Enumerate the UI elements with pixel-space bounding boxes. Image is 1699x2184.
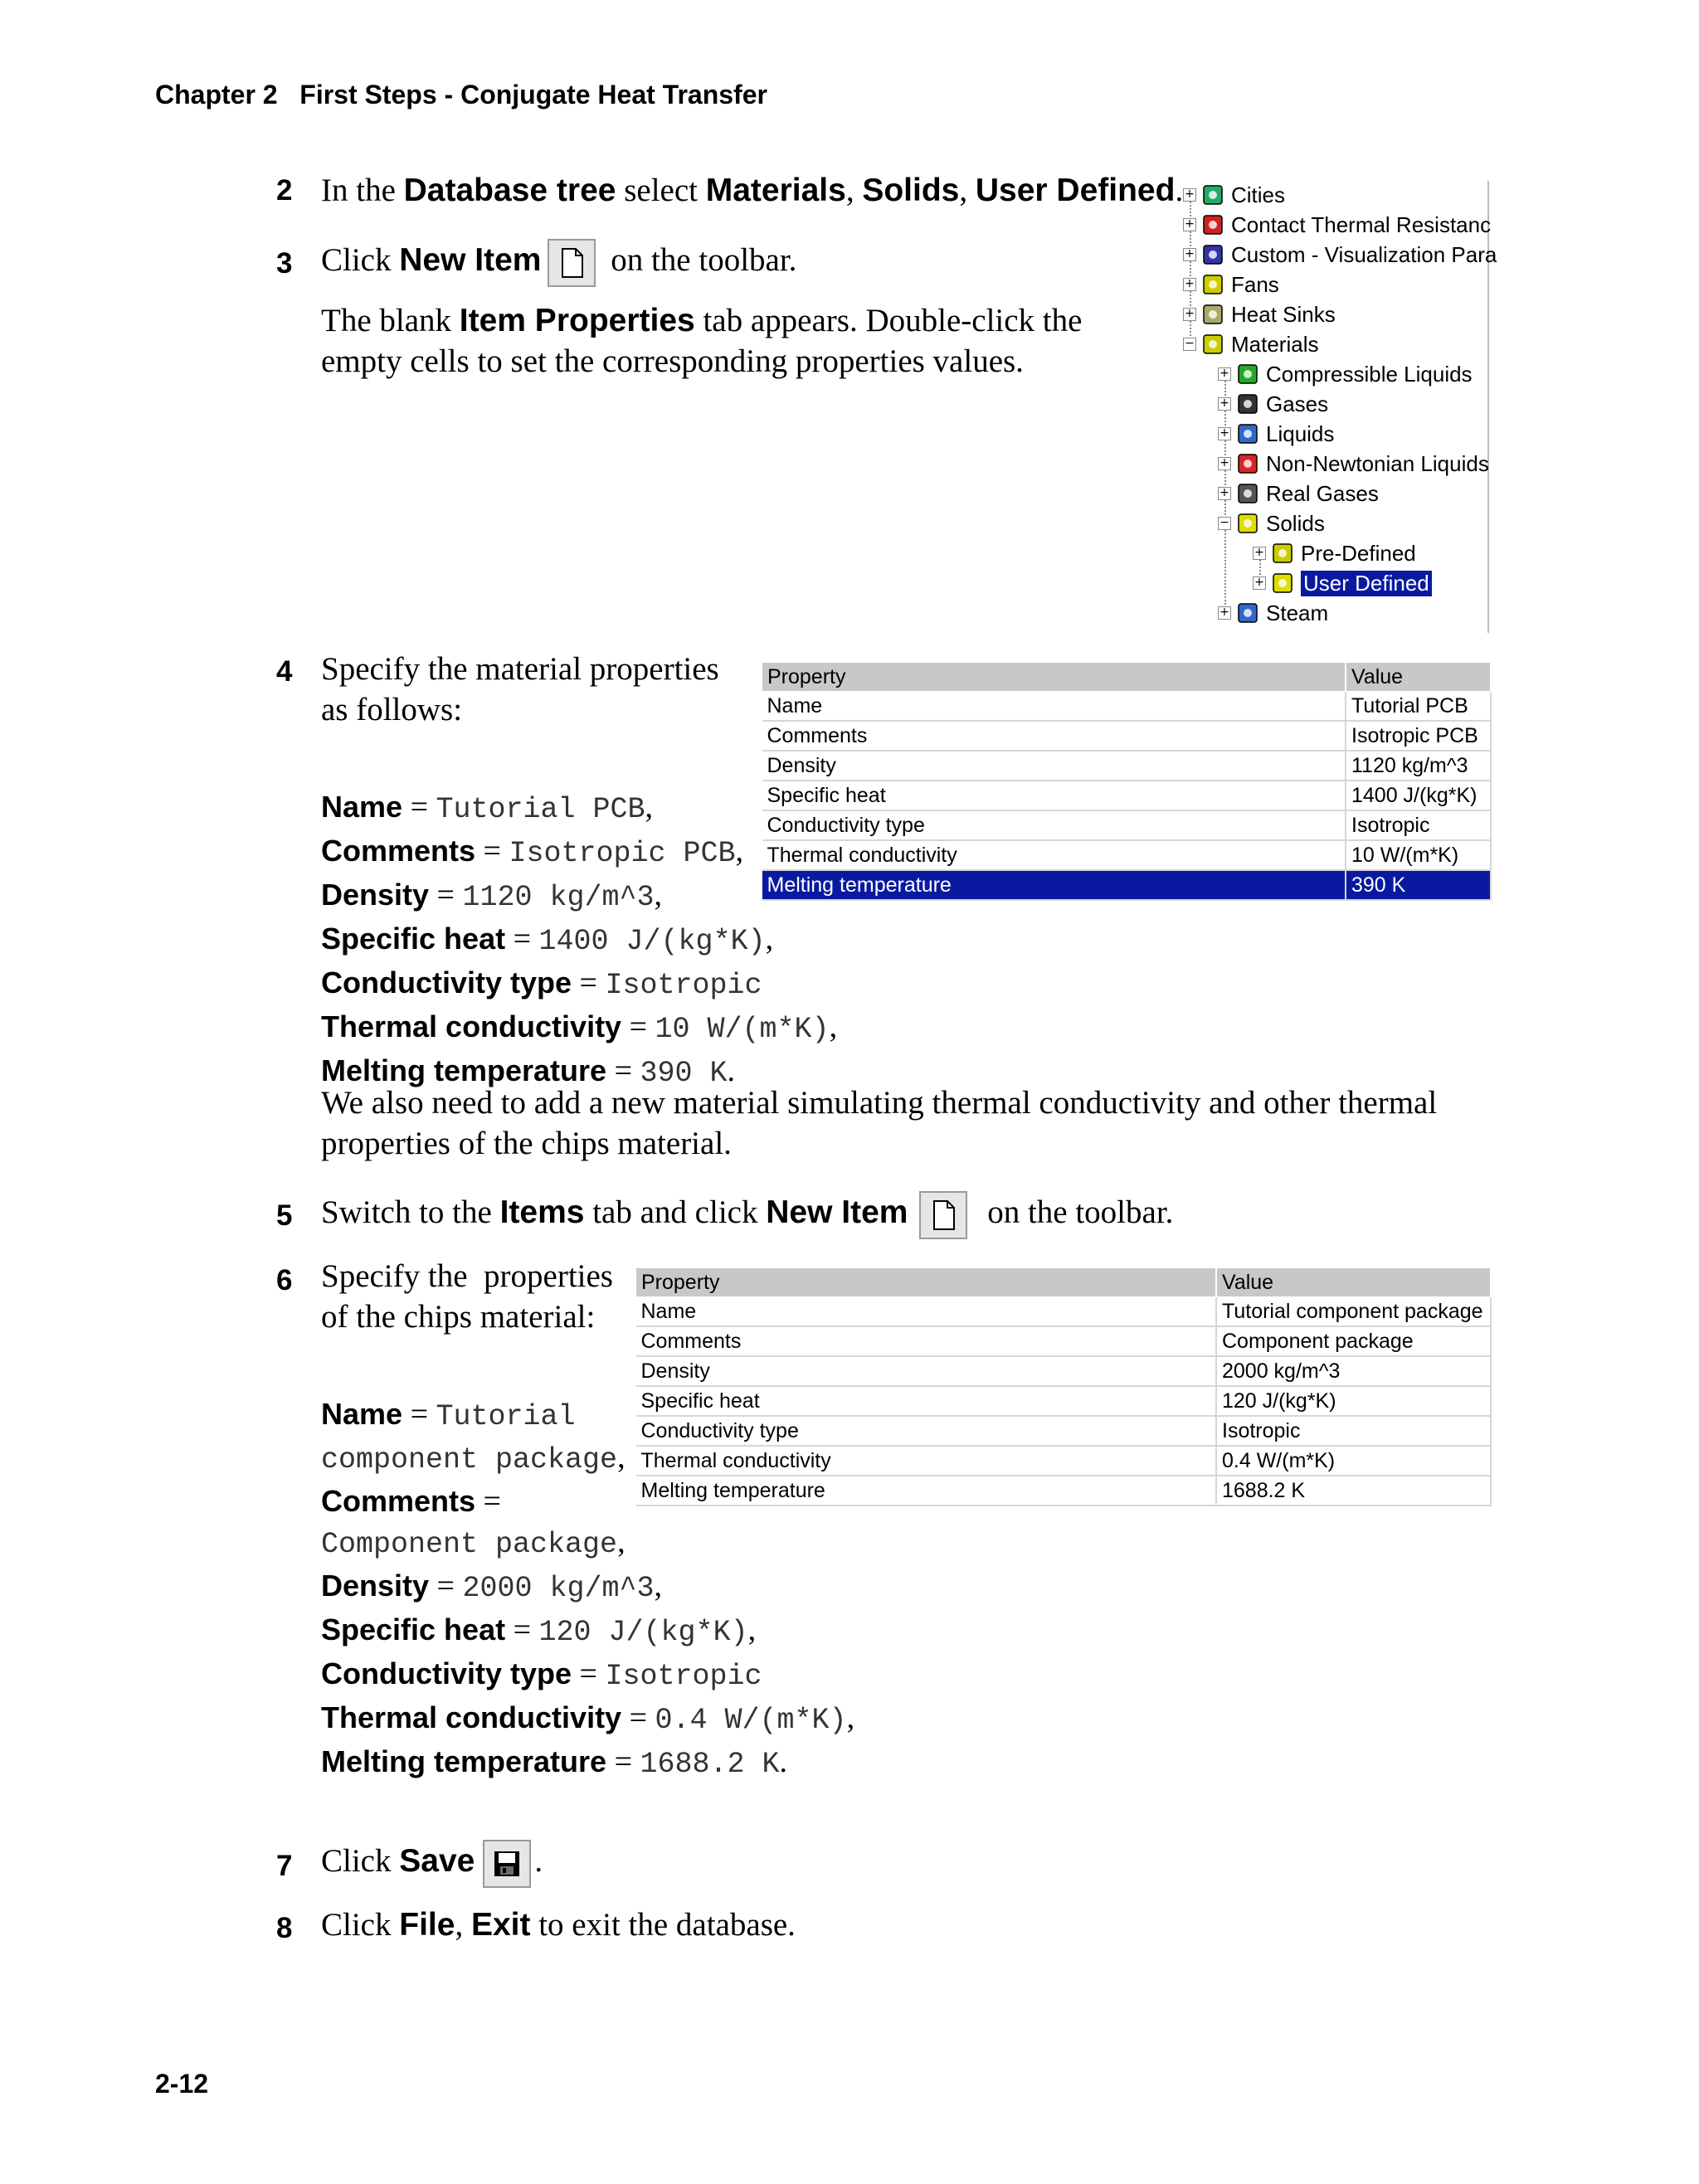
- expand-icon[interactable]: +: [1183, 278, 1196, 291]
- tree-node-label: User Defined: [1301, 571, 1432, 596]
- tree-node-label: Compressible Liquids: [1266, 361, 1473, 387]
- tree-node[interactable]: [1183, 270, 1279, 299]
- spec-line: Specific heat = 120 J/(kg*K),: [321, 1612, 757, 1649]
- value-cell[interactable]: 10 W/(m*K): [1346, 840, 1491, 870]
- tree-node-label: Non-Newtonian Liquids: [1266, 450, 1489, 476]
- expand-icon[interactable]: +: [1218, 606, 1231, 620]
- tree-node-label: Heat Sinks: [1231, 301, 1336, 327]
- column-header-property[interactable]: Property: [636, 1268, 1217, 1297]
- table-row[interactable]: [636, 1356, 1492, 1386]
- property-cell: Specific heat: [762, 781, 1346, 810]
- property-cell: Thermal conductivity: [636, 1446, 1217, 1476]
- spec-line: Specific heat = 1400 J/(kg*K),: [321, 922, 774, 958]
- table-row[interactable]: [762, 721, 1492, 751]
- tree-node[interactable]: [1183, 300, 1336, 328]
- table-row[interactable]: [762, 692, 1492, 722]
- spec-line: Thermal conductivity = 10 W/(m*K),: [321, 1009, 838, 1046]
- contact-resistance-icon: [1201, 213, 1224, 236]
- tree-node[interactable]: [1253, 569, 1432, 597]
- value-cell[interactable]: Isotropic: [1216, 1416, 1491, 1446]
- tree-node[interactable]: [1218, 509, 1325, 537]
- step-number: 5: [276, 1199, 293, 1232]
- spec-line: Name = Tutorial PCB,: [321, 790, 654, 826]
- new-item-icon: [919, 1191, 967, 1239]
- value-cell[interactable]: Tutorial component package: [1216, 1297, 1491, 1327]
- tree-node[interactable]: [1218, 390, 1328, 418]
- column-header-value[interactable]: Value: [1346, 663, 1491, 692]
- value-cell[interactable]: Isotropic: [1346, 810, 1491, 840]
- materials-icon: [1201, 333, 1224, 356]
- expand-icon[interactable]: +: [1183, 188, 1196, 202]
- expand-icon[interactable]: +: [1183, 218, 1196, 231]
- step-3-description: The blank Item Properties tab appears. Double-click the empty cells to set the corresponding properties values.: [321, 303, 1083, 379]
- spec-line: Conductivity type = Isotropic: [321, 1656, 762, 1693]
- material-spec-list-1: [321, 786, 837, 1094]
- step-5-text: Switch to the Items tab and click New Item on the toolbar.: [321, 1191, 1173, 1239]
- database-tree: [1178, 181, 1497, 633]
- step-7-text: Click Save .: [321, 1840, 543, 1888]
- property-cell: Comments: [636, 1326, 1217, 1356]
- step-4-text: Specify the material properties as follows:: [321, 651, 719, 727]
- tree-node[interactable]: [1218, 450, 1489, 478]
- spec-line: Density = 2000 kg/m^3,: [321, 1569, 663, 1605]
- pre-defined-icon: [1271, 542, 1294, 565]
- step-4-note: We also need to add a new material simulating thermal conductivity and other thermal properties of the chips material.: [321, 1085, 1438, 1161]
- step-number: 7: [276, 1850, 293, 1882]
- value-cell[interactable]: Isotropic PCB: [1346, 721, 1491, 751]
- table-row[interactable]: [762, 751, 1492, 781]
- save-icon: [483, 1840, 531, 1888]
- property-cell: Name: [762, 692, 1346, 722]
- steam-icon: [1236, 601, 1259, 625]
- table-row[interactable]: [762, 810, 1492, 840]
- table-row[interactable]: [636, 1297, 1492, 1327]
- visualization-icon: [1201, 243, 1224, 266]
- real-gas-icon: [1236, 482, 1259, 505]
- spec-name-line-2: component package,: [321, 1440, 626, 1476]
- compressible-liquid-icon: [1236, 362, 1259, 386]
- chapter-header: Chapter 2 First Steps - Conjugate Heat Transfer: [155, 80, 767, 109]
- column-header-value[interactable]: Value: [1216, 1268, 1491, 1297]
- step-3-text: Click New Item on the toolbar.: [321, 239, 796, 287]
- tree-node-label: Fans: [1231, 271, 1279, 297]
- spec-line: Density = 1120 kg/m^3,: [321, 878, 663, 914]
- tree-node-label: Liquids: [1266, 421, 1335, 446]
- item-properties-table-1: [762, 662, 1492, 901]
- step-2-text: In the Database tree select Materials, Solids, User Defined.: [321, 173, 1184, 208]
- value-cell[interactable]: Tutorial PCB: [1346, 692, 1491, 722]
- fans-icon: [1201, 273, 1224, 296]
- property-cell: Density: [636, 1356, 1217, 1386]
- property-cell: Melting temperature: [762, 870, 1346, 900]
- value-cell[interactable]: 1120 kg/m^3: [1346, 751, 1491, 781]
- spec-comments-line: Comments =: [321, 1484, 501, 1519]
- property-cell: Specific heat: [636, 1386, 1217, 1416]
- value-cell[interactable]: 0.4 W/(m*K): [1216, 1446, 1491, 1476]
- property-cell: Density: [762, 751, 1346, 781]
- tree-node[interactable]: [1218, 360, 1473, 388]
- tree-node-label: Gases: [1266, 391, 1329, 416]
- spec-line: Melting temperature = 1688.2 K.: [321, 1744, 788, 1781]
- new-item-icon: [548, 239, 596, 287]
- spec-comments-value: Component package,: [321, 1525, 626, 1561]
- tree-node-label: Real Gases: [1266, 480, 1379, 506]
- gas-icon: [1236, 392, 1259, 416]
- non-newtonian-icon: [1236, 452, 1259, 475]
- step-6-text: Specify the properties of the chips material:: [321, 1258, 621, 1335]
- step-8-text: Click File, Exit to exit the database.: [321, 1907, 796, 1943]
- tree-node-label: Solids: [1266, 510, 1325, 536]
- tree-node[interactable]: [1183, 181, 1285, 209]
- value-cell[interactable]: 1400 J/(kg*K): [1346, 781, 1491, 810]
- heat-sink-icon: [1201, 303, 1224, 326]
- liquid-icon: [1236, 422, 1259, 445]
- expand-icon[interactable]: +: [1218, 457, 1231, 470]
- spec-line: Melting temperature = 390 K.: [321, 1053, 736, 1090]
- solids-icon: [1236, 512, 1259, 535]
- expand-icon[interactable]: +: [1253, 547, 1266, 560]
- step-number: 8: [276, 1912, 293, 1944]
- value-cell[interactable]: 390 K: [1346, 870, 1491, 900]
- tree-node-label: Steam: [1266, 600, 1329, 625]
- tree-node[interactable]: [1183, 211, 1491, 239]
- value-cell[interactable]: 1688.2 K: [1216, 1476, 1491, 1505]
- tree-node[interactable]: [1183, 241, 1497, 269]
- tree-node-label: Cities: [1231, 182, 1286, 207]
- page-number: 2-12: [155, 2069, 209, 2099]
- step-number: 6: [276, 1264, 293, 1296]
- spec-line: Conductivity type = Isotropic: [321, 966, 762, 1002]
- spec-line: Thermal conductivity = 0.4 W/(m*K),: [321, 1700, 855, 1737]
- tree-node-label: Pre-Defined: [1301, 540, 1416, 566]
- tree-node[interactable]: [1218, 420, 1334, 448]
- table-row[interactable]: [762, 870, 1492, 900]
- expand-icon[interactable]: +: [1183, 308, 1196, 321]
- tree-node-label: Custom - Visualization Para: [1231, 241, 1497, 267]
- tree-node[interactable]: [1218, 479, 1379, 508]
- value-cell[interactable]: 120 J/(kg*K): [1216, 1386, 1491, 1416]
- tree-node[interactable]: [1183, 330, 1318, 358]
- tree-node[interactable]: [1218, 599, 1328, 627]
- spec-line: Comments = Isotropic PCB,: [321, 834, 744, 870]
- material-spec-list-2: [321, 1394, 854, 1785]
- tree-node-label: Materials: [1231, 331, 1319, 357]
- user-defined-icon: [1271, 572, 1294, 595]
- expand-icon[interactable]: +: [1218, 397, 1231, 411]
- collapse-icon[interactable]: −: [1218, 517, 1231, 530]
- step-number: 3: [276, 247, 293, 280]
- expand-icon[interactable]: +: [1183, 248, 1196, 261]
- spec-name-line: Name = Tutorial: [321, 1397, 576, 1433]
- cities-icon: [1201, 183, 1224, 207]
- table-row[interactable]: [762, 840, 1492, 870]
- value-cell[interactable]: Component package: [1216, 1326, 1491, 1356]
- property-cell: Conductivity type: [636, 1416, 1217, 1446]
- value-cell[interactable]: 2000 kg/m^3: [1216, 1356, 1491, 1386]
- step-number: 2: [276, 174, 293, 207]
- property-cell: Name: [636, 1297, 1217, 1327]
- expand-icon[interactable]: +: [1218, 487, 1231, 500]
- table-row[interactable]: [636, 1326, 1492, 1356]
- property-cell: Thermal conductivity: [762, 840, 1346, 870]
- expand-icon[interactable]: +: [1253, 576, 1266, 590]
- tree-node-label: Contact Thermal Resistanc: [1231, 212, 1492, 237]
- collapse-icon[interactable]: −: [1183, 338, 1196, 351]
- property-cell: Conductivity type: [762, 810, 1346, 840]
- property-cell: Comments: [762, 721, 1346, 751]
- column-header-property[interactable]: Property: [762, 663, 1346, 692]
- table-row[interactable]: [762, 781, 1492, 810]
- tree-node[interactable]: [1253, 539, 1416, 567]
- property-cell: Melting temperature: [636, 1476, 1217, 1505]
- expand-icon[interactable]: +: [1218, 427, 1231, 440]
- expand-icon[interactable]: +: [1218, 367, 1231, 381]
- step-number: 4: [276, 655, 293, 688]
